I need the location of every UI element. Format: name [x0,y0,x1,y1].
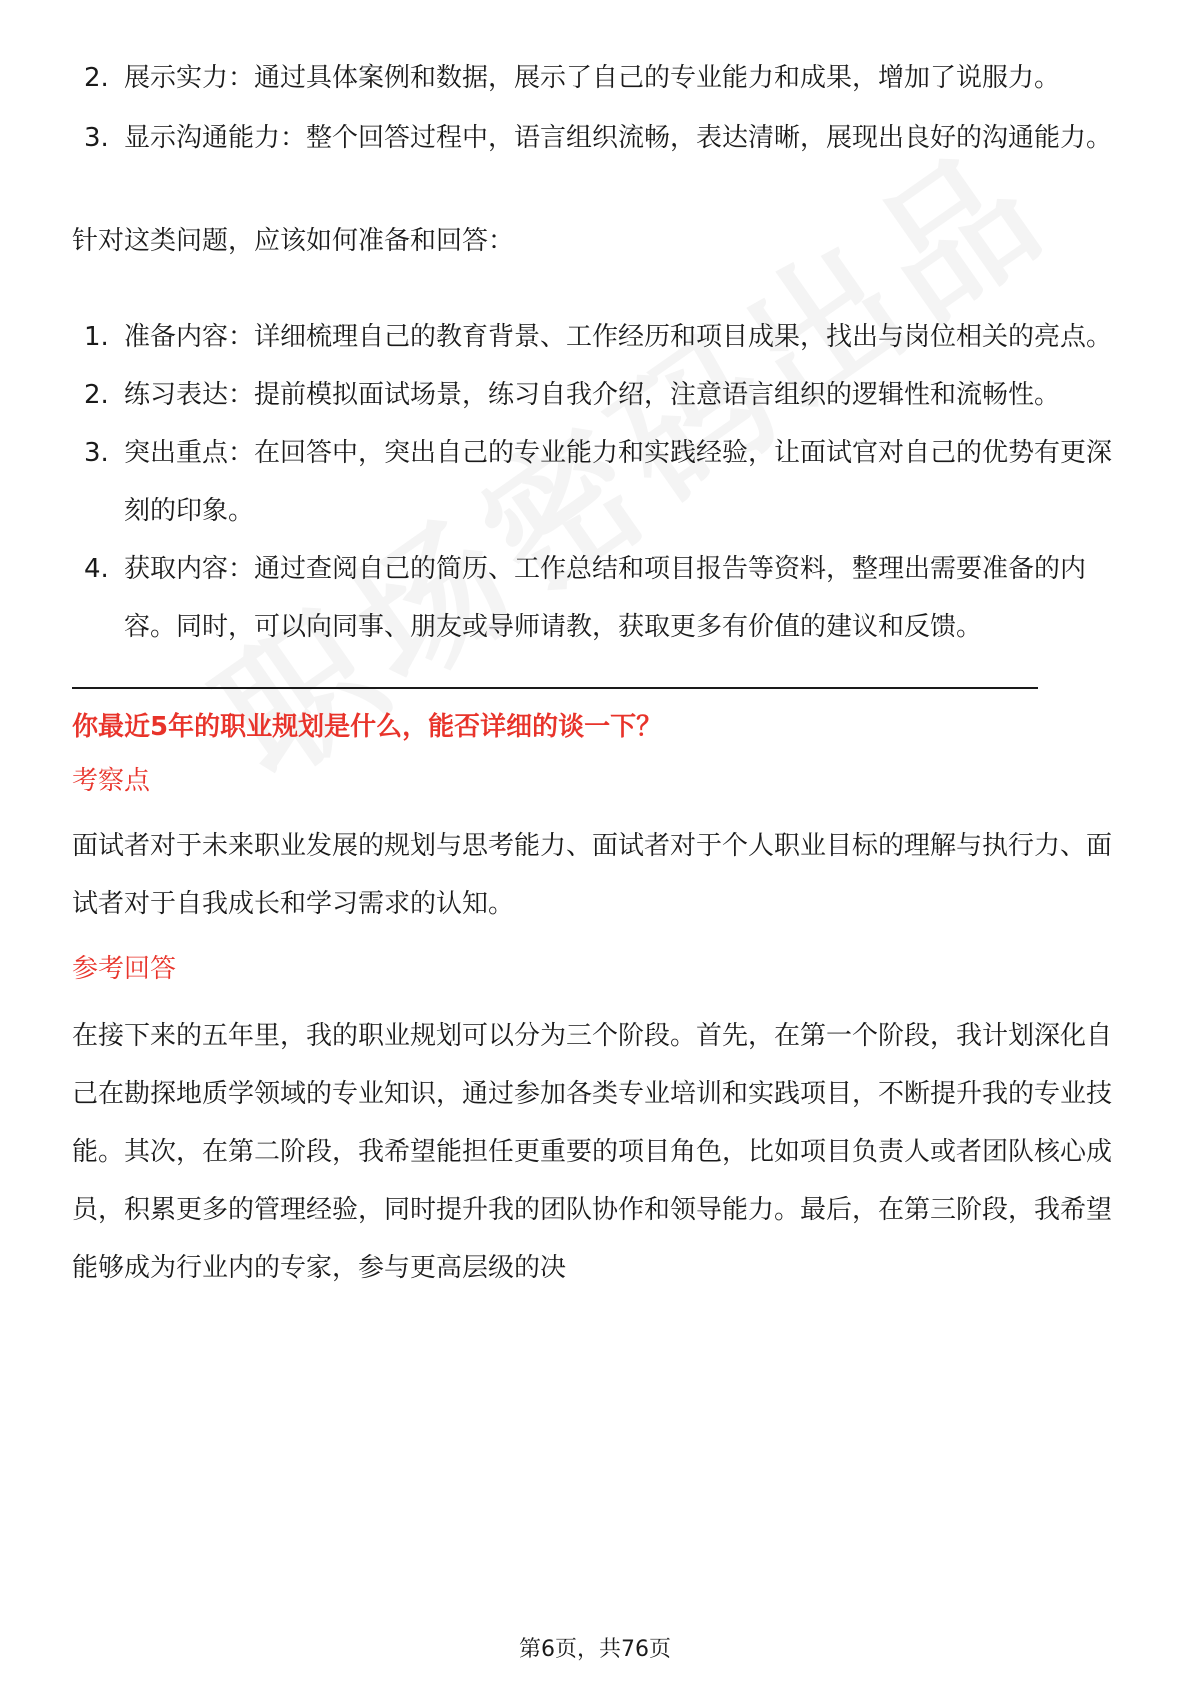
prep-list [72,308,1122,656]
list-number: 2. [84,380,109,410]
answer-label: 参考回答 [72,954,177,984]
section-divider [72,687,1038,689]
list-text: 展示实力：通过具体案例和数据，展示了自己的专业能力和成果，增加了说服力。 [124,63,1061,93]
list-number: 4. [84,554,109,584]
prep-heading: 针对这类问题，应该如何准备和回答： [72,226,515,256]
list-text: 练习表达：提前模拟面试场景，练习自我介绍，注意语言组织的逻辑性和流畅性。 [124,380,1061,410]
list-item [72,424,1122,540]
list-number: 3. [84,123,109,153]
list-number: 3. [84,438,109,468]
list-item [72,49,1122,107]
list-text: 显示沟通能力：整个回答过程中，语言组织流畅，表达清晰，展现出良好的沟通能力。 [124,123,1113,153]
page-content [72,0,1122,1297]
list-item [72,308,1122,366]
answer-text: 在接下来的五年里，我的职业规划可以分为三个阶段。首先，在第一个阶段，我计划深化自己在勘探地质学领域的专业知识，通过参加各类专业培训和实践项目，不断提升我的专业技能。其次，在第二阶段，我希望能担任更重要的项目角色，比如项目负责人或者团队核心成员，积累更多的管理经验，同时提升我的团队协作和领导能力。最后，在第三阶段，我希望能够成为行业内的专家，参与更高层级的决 [72,1021,1113,1283]
list-text: 突出重点：在回答中，突出自己的专业能力和实践经验，让面试官对自己的优势有更深刻的印象。 [124,438,1113,526]
page-number: 第6页，共76页 [519,1637,671,1662]
list-text: 准备内容：详细梳理自己的教育背景、工作经历和项目成果，找出与岗位相关的亮点。 [124,322,1113,352]
list-text: 获取内容：通过查阅自己的简历、工作总结和项目报告等资料，整理出需要准备的内容。同时，可以向同事、朋友或导师请教，获取更多有价值的建议和反馈。 [124,554,1087,642]
list-item [72,366,1122,424]
point-text: 面试者对于未来职业发展的规划与思考能力、面试者对于个人职业目标的理解与执行力、面试者对于自我成长和学习需求的认知。 [72,831,1113,919]
question-title: 你最近5年的职业规划是什么，能否详细的谈一下？ [72,712,663,742]
list-number: 1. [84,322,109,352]
evaluation-list [72,49,1122,167]
list-number: 2. [84,63,109,93]
list-item [72,109,1122,167]
point-label: 考察点 [72,766,151,796]
list-item [72,540,1122,656]
